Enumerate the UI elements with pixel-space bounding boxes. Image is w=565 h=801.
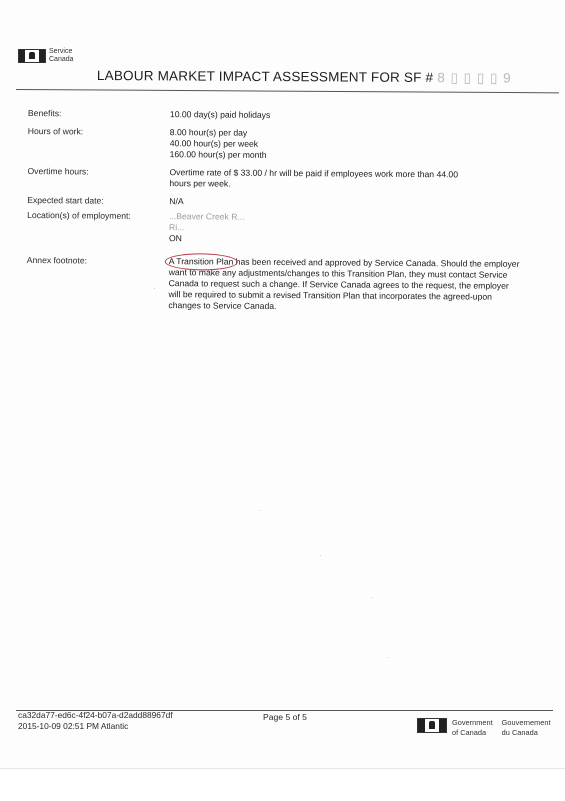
assessment-details xyxy=(26,108,558,321)
page-bottom-edge xyxy=(0,768,565,801)
hours-per-day: 8.00 hour(s) per day xyxy=(169,127,248,138)
location-value xyxy=(169,211,553,247)
benefits-value: 10.00 day(s) paid holidays xyxy=(169,109,271,120)
hours-label: Hours of work: xyxy=(27,125,84,137)
overtime-line-1: Overtime rate of $ 33.00 / hr will be paid if employees work more than 44.00 xyxy=(169,167,459,180)
location-label: Location(s) of employment: xyxy=(27,209,131,221)
annex-label: Annex footnote: xyxy=(26,254,88,266)
annex-line-5: changes to Service Canada. xyxy=(168,300,277,311)
gov-fr-line-1: Gouvernement xyxy=(501,718,551,727)
overtime-line-2: hours per week. xyxy=(169,178,231,189)
overtime-row xyxy=(27,166,557,192)
page-number: Page 5 of 5 xyxy=(263,712,307,722)
start-date-label: Expected start date: xyxy=(27,194,104,206)
government-english xyxy=(452,718,493,738)
overtime-label: Overtime hours: xyxy=(27,165,89,177)
annex-line-4: will be required to submit a revised Transition Plan that incorporates the agreed-upon xyxy=(168,289,492,302)
page-title xyxy=(97,68,512,87)
government-french xyxy=(502,718,551,738)
document-id: ca32da77-ed6c-4f24-b07a-d2add88967df xyxy=(18,710,173,720)
hours-row xyxy=(28,126,558,163)
location-line-2: Ri... xyxy=(169,222,185,233)
location-row xyxy=(27,210,557,247)
print-timestamp: 2015-10-09 02:51 PM Atlantic xyxy=(18,721,129,731)
gov-fr-line-2: du Canada xyxy=(501,728,538,737)
gov-en-line-2: of Canada xyxy=(452,728,487,737)
canada-flag-icon xyxy=(18,49,46,63)
start-date-row xyxy=(27,195,557,210)
transition-plan-annotation: A Transition Plan xyxy=(168,256,234,267)
location-line-3: ON xyxy=(168,233,182,244)
overtime-value xyxy=(169,167,553,192)
hours-per-month: 160.00 hour(s) per month xyxy=(169,149,267,160)
footer-document-info xyxy=(18,710,173,732)
annex-value xyxy=(168,256,552,314)
location-line-1: ...Beaver Creek R... xyxy=(169,211,245,222)
annex-row xyxy=(26,255,556,314)
canada-flag-icon xyxy=(417,718,447,733)
hours-value xyxy=(170,127,554,163)
annex-line-2: want to make any adjustments/changes to this Transition Plan, they must contact Service xyxy=(168,267,508,280)
title-text: LABOUR MARKET IMPACT ASSESSMENT FOR SF # xyxy=(96,68,434,86)
benefits-row xyxy=(28,108,558,123)
title-divider xyxy=(16,89,559,93)
sf-number-redacted: 8 ▯ ▯ ▯ ▯ 9 xyxy=(437,70,512,86)
annex-line-1-rest: has been received and approved by Service Canada. Should the employer xyxy=(233,256,520,269)
service-canada-logo xyxy=(18,48,74,64)
benefits-label: Benefits: xyxy=(27,108,62,119)
annex-line-3: Canada to request such a change. If Service Canada agrees to the request, the employer xyxy=(168,278,509,291)
logo-line-2: Canada xyxy=(49,56,74,63)
government-of-canada-logo xyxy=(417,718,551,738)
logo-text xyxy=(49,48,74,64)
logo-line-1: Service xyxy=(49,48,73,55)
start-date-value: N/A xyxy=(169,196,184,207)
hours-per-week: 40.00 hour(s) per week xyxy=(169,138,259,149)
gov-en-line-1: Government xyxy=(452,718,493,727)
